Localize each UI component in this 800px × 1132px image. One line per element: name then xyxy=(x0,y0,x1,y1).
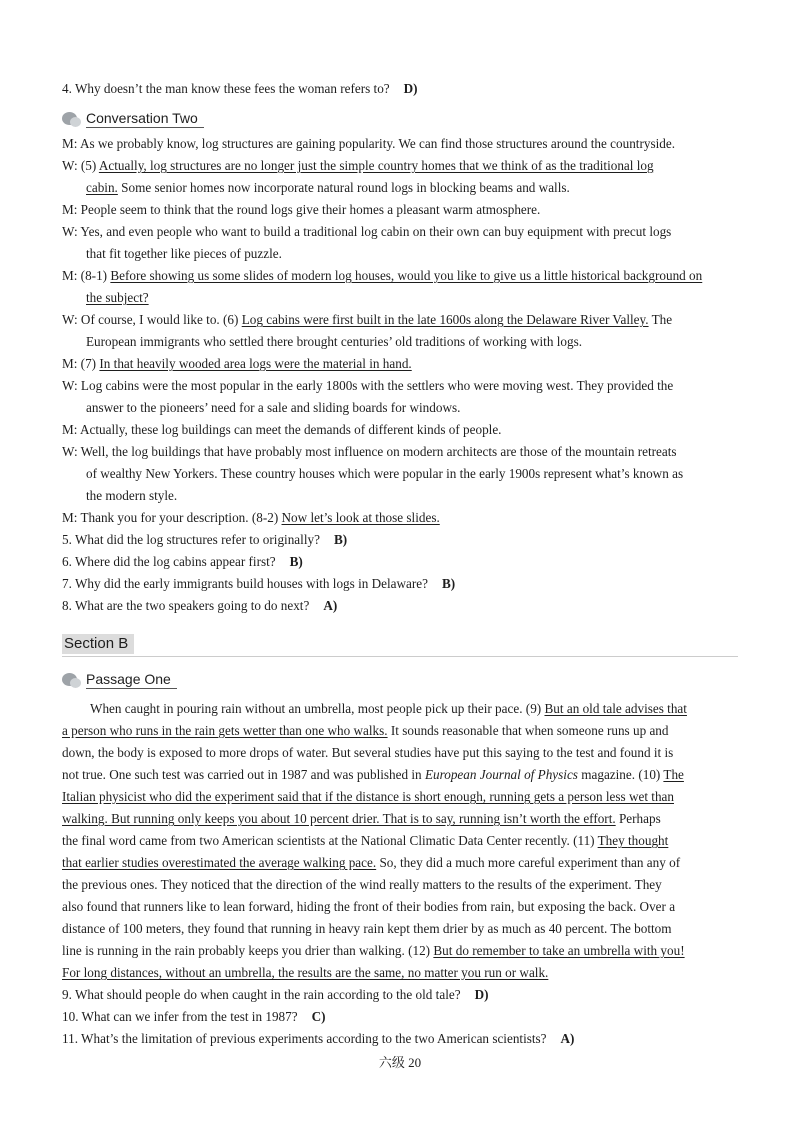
answer-6: B) xyxy=(289,554,303,569)
transcript-line: W: Yes, and even people who want to build a traditional log cabin on their own can buy equipment with precut logs xyxy=(62,224,672,239)
underlined-answer-7: In that heavily wooded area logs were the material in hand. xyxy=(99,356,412,371)
transcript-line: M: Thank you for your description. (8-2) Now let’s look at those slides. xyxy=(62,510,440,525)
passage-line: Italian physicist who did the experiment said that if the distance is short enough, running gets a person less wet than xyxy=(62,789,674,804)
answer-7: B) xyxy=(442,576,456,591)
transcript-line: M: (8-1) Before showing us some slides of modern log houses, would you like to give us a little historical background on xyxy=(62,268,703,283)
answer-10: C) xyxy=(311,1009,326,1024)
passage-one-title: Passage One xyxy=(86,671,177,689)
conversation-two-title: Conversation Two xyxy=(86,110,204,128)
passage-one-heading xyxy=(62,670,177,690)
page-number: 六级 20 xyxy=(378,1055,422,1070)
passage-one-text xyxy=(62,698,738,1050)
journal-name: European Journal of Physics xyxy=(424,767,578,782)
passage-line: down, the body is exposed to more drops of water. But several studies have put this saying to the test and found it is xyxy=(62,745,674,760)
transcript-line: M: As we probably know, log structures are gaining popularity. We can find those structures around the countryside. xyxy=(62,136,675,151)
question-8: 8. What are the two speakers going to do next? A) xyxy=(62,598,338,613)
transcript-line: W: (5) Actually, log structures are no longer just the simple country homes that we think of as the traditional log xyxy=(62,158,654,173)
transcript-line: answer to the pioneers’ need for a sale and sliding boards for windows. xyxy=(86,400,461,415)
transcript-line: W: Log cabins were the most popular in the early 1800s with the settlers who were moving west. They provided the xyxy=(62,378,674,393)
passage-line: line is running in the rain probably keeps you drier than walking. (12) But do remember to take an umbrella with you! xyxy=(62,943,685,958)
answer-4: D) xyxy=(403,81,418,96)
transcript-line: W: Of course, I would like to. (6) Log cabins were first built in the late 1600s along the Delaware River Valley. The xyxy=(62,312,673,327)
section-b-heading xyxy=(62,634,738,657)
passage-line: that earlier studies overestimated the average walking pace. So, they did a much more careful experiment than any of xyxy=(62,855,681,870)
underlined-answer-5: Actually, log structures are no longer just the simple country homes that we think of as the traditional log xyxy=(98,158,654,173)
transcript-line: M: (7) In that heavily wooded area logs were the material in hand. xyxy=(62,356,412,371)
passage-line: walking. But running only keeps you about 10 percent drier. That is to say, running isn’t worth the effort. Perhaps xyxy=(62,811,661,826)
underlined-answer-11: They thought xyxy=(597,833,669,848)
transcript-line: the subject? xyxy=(86,290,149,305)
passage-line: distance of 100 meters, they found that running in heavy rain kept them drier by as much as 40 percent. The bottom xyxy=(62,921,672,936)
transcript-line: that fit together like pieces of puzzle. xyxy=(86,246,282,261)
question-4: 4. Why doesn’t the man know these fees the woman refers to? D) xyxy=(62,81,418,96)
underlined-answer-12: But do remember to take an umbrella with you! xyxy=(433,943,685,958)
transcript-line: cabin. Some senior homes now incorporate natural round logs in blocking beams and walls. xyxy=(86,180,570,195)
underlined-answer-10: The xyxy=(663,767,684,782)
passage-line: also found that runners like to lean forward, hiding the front of their bodies from rain, but exposing the back. Over a xyxy=(62,899,676,914)
passage-line: a person who runs in the rain gets wetter than one who walks. It sounds reasonable that when someone runs up and xyxy=(62,723,669,738)
answer-5: B) xyxy=(333,532,348,547)
transcript-line: of wealthy New Yorkers. These country houses which were popular in the early 1900s represent what’s known as xyxy=(86,466,684,481)
transcript-line: M: People seem to think that the round logs give their homes a pleasant warm atmosphere. xyxy=(62,202,541,217)
answer-9: D) xyxy=(474,987,489,1002)
question-6: 6. Where did the log cabins appear first? B) xyxy=(62,554,303,569)
transcript-line: M: Actually, these log buildings can meet the demands of different kinds of people. xyxy=(62,422,502,437)
passage-line: the previous ones. They noticed that the direction of the wind really matters to the results of the experiment. They xyxy=(62,877,662,892)
passage-line: not true. One such test was carried out in 1987 and was published in European Journal of Physics magazine. (10) The xyxy=(62,767,684,782)
passage-line: When caught in pouring rain without an umbrella, most people pick up their pace. (9) But an old tale advises that xyxy=(90,701,687,716)
underlined-answer-8-2: Now let’s look at those slides. xyxy=(281,510,440,525)
underlined-answer-8-1: Before showing us some slides of modern log houses, would you like to give us a little historical background on xyxy=(110,268,703,283)
question-7: 7. Why did the early immigrants build houses with logs in Delaware? B) xyxy=(62,576,456,591)
passage-line: For long distances, without an umbrella, the results are the same, no matter you run or walk. xyxy=(62,965,549,980)
question-5: 5. What did the log structures refer to originally? B) xyxy=(62,532,348,547)
underlined-answer-6: Log cabins were first built in the late 1600s along the Delaware River Valley. xyxy=(241,312,649,327)
transcript-line: European immigrants who settled there brought centuries’ old traditions of working with logs. xyxy=(86,334,583,349)
transcript-line: W: Well, the log buildings that have probably most influence on modern architects are those of the mountain retreats xyxy=(62,444,677,459)
section-b-label: Section B xyxy=(62,634,134,654)
passage-line: the final word came from two American scientists at the National Climatic Data Center recently. (11) They thought xyxy=(62,833,669,848)
answer-8: A) xyxy=(323,598,338,613)
answer-11: A) xyxy=(560,1031,575,1046)
question-9: 9. What should people do when caught in the rain according to the old tale? D) xyxy=(62,987,489,1002)
speech-bubble-icon xyxy=(62,672,82,688)
question-11: 11. What’s the limitation of previous experiments according to the two American scientists? A) xyxy=(62,1031,575,1046)
speech-bubble-icon xyxy=(62,111,82,127)
underlined-answer-9: But an old tale advises that xyxy=(544,701,687,716)
conversation-two-transcript xyxy=(62,133,738,617)
transcript-line: the modern style. xyxy=(86,488,178,503)
question-10: 10. What can we infer from the test in 1987? C) xyxy=(62,1009,326,1024)
conversation-two-heading xyxy=(62,109,204,129)
